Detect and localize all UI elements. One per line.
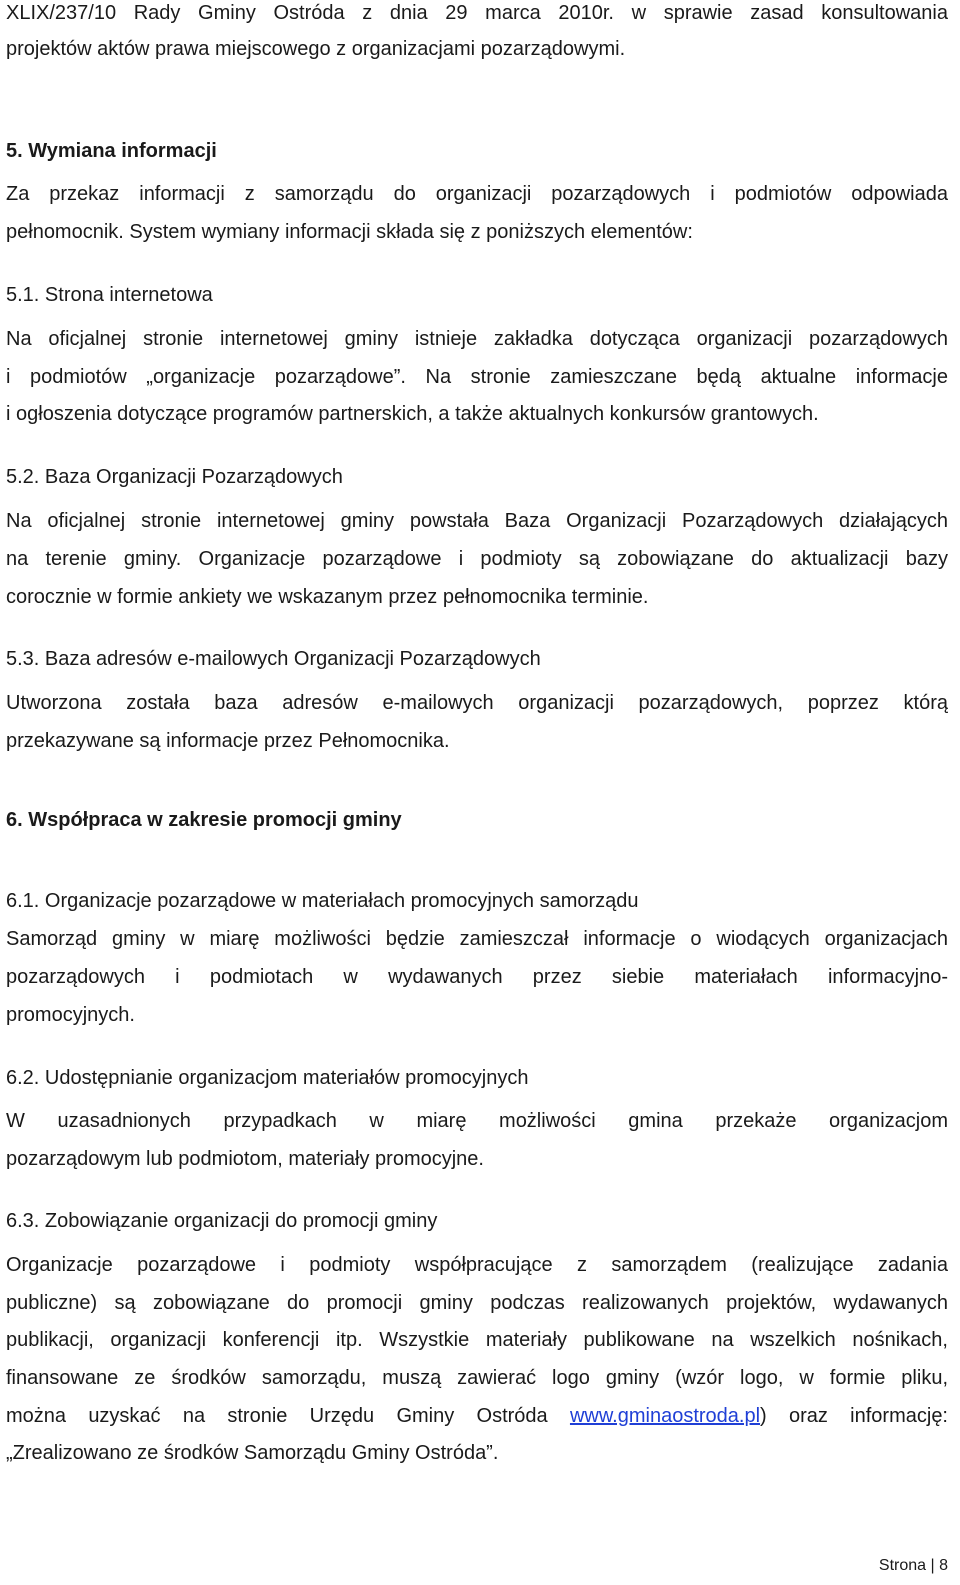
s62-line-2: pozarządowym lub podmiotom, materiały promocyjne. (6, 1148, 484, 1170)
s62-line-1: W uzasadnionych przypadkach w miarę możliwości gmina przekaże organizacjom (6, 1110, 948, 1132)
s52-line-1: Na oficjalnej stronie internetowej gminy powstała Baza Organizacji Pozarządowych działających (6, 510, 948, 532)
s5-intro-line-2: pełnomocnik. System wymiany informacji składa się z poniższych elementów: (6, 221, 693, 243)
s5-intro-line-1: Za przekaz informacji z samorządu do organizacji pozarządowych i podmiotów odpowiada (6, 183, 948, 205)
s51-line-3: i ogłoszenia dotyczące programów partnerskich, a także aktualnych konkursów grantowych. (6, 403, 819, 425)
s61-heading: 6.1. Organizacje pozarządowe w materiałach promocyjnych samorządu (6, 890, 639, 912)
page-number-footer: Strona | 8 (878, 1557, 948, 1574)
s63-line-2: publiczne) są zobowiązane do promocji gminy podczas realizowanych projektów, wydawanych (6, 1292, 948, 1314)
s61-line-1: Samorząd gminy w miarę możliwości będzie zamieszczał informacje o wiodących organizacjach (6, 928, 948, 950)
s53-heading: 5.3. Baza adresów e-mailowych Organizacji Pozarządowych (6, 648, 541, 670)
s63-line-5-start: można uzyskać na stronie Urzędu Gminy Ostróda (6, 1405, 548, 1427)
s52-line-3: corocznie w formie ankiety we wskazanym przez pełnomocnika terminie. (6, 586, 649, 608)
s53-line-2: przekazywane są informacje przez Pełnomocnika. (6, 730, 450, 752)
s52-line-2: na terenie gminy. Organizacje pozarządowe i podmioty są zobowiązane do aktualizacji bazy (6, 548, 948, 570)
section-5-heading: 5. Wymiana informacji (6, 140, 217, 162)
s63-heading: 6.3. Zobowiązanie organizacji do promocji gminy (6, 1210, 438, 1232)
s62-heading: 6.2. Udostępnianie organizacjom materiałów promocyjnych (6, 1067, 529, 1089)
s63-line-3: publikacji, organizacji konferencji itp. Wszystkie materiały publikowane na wszelkich nośnikach, (6, 1329, 948, 1351)
gminaostroda-link[interactable]: www.gminaostroda.pl (569, 1405, 761, 1427)
s63-line-4: finansowane ze środków samorządu, muszą zawierać logo gminy (wzór logo, w formie pliku, (6, 1367, 948, 1389)
s61-line-3: promocyjnych. (6, 1004, 135, 1026)
s63-line-1: Organizacje pozarządowe i podmioty współpracujące z samorządem (realizujące zadania (6, 1254, 948, 1276)
s53-line-1: Utworzona została baza adresów e-mailowych organizacji pozarządowych, poprzez którą (6, 692, 948, 714)
s63-line-5 (6, 1403, 948, 1429)
section-6-heading: 6. Współpraca w zakresie promocji gminy (6, 809, 402, 831)
s51-line-1: Na oficjalnej stronie internetowej gminy istnieje zakładka dotycząca organizacji pozarządowych (6, 328, 948, 350)
s51-line-2: i podmiotów „organizacje pozarządowe”. Na stronie zamieszczane będą aktualne informacje (6, 366, 948, 388)
s61-line-2: pozarządowych i podmiotach w wydawanych przez siebie materiałach informacyjno- (6, 966, 948, 988)
s51-heading: 5.1. Strona internetowa (6, 284, 213, 306)
header-line-1: XLIX/237/10 Rady Gminy Ostróda z dnia 29 marca 2010r. w sprawie zasad konsultowania (6, 2, 948, 24)
s63-line-6: „Zrealizowano ze środków Samorządu Gminy Ostróda”. (6, 1442, 499, 1464)
s63-line-5-end: ) oraz informację: (760, 1405, 948, 1427)
header-line-2: projektów aktów prawa miejscowego z organizacjami pozarządowymi. (6, 38, 626, 60)
s52-heading: 5.2. Baza Organizacji Pozarządowych (6, 466, 343, 488)
